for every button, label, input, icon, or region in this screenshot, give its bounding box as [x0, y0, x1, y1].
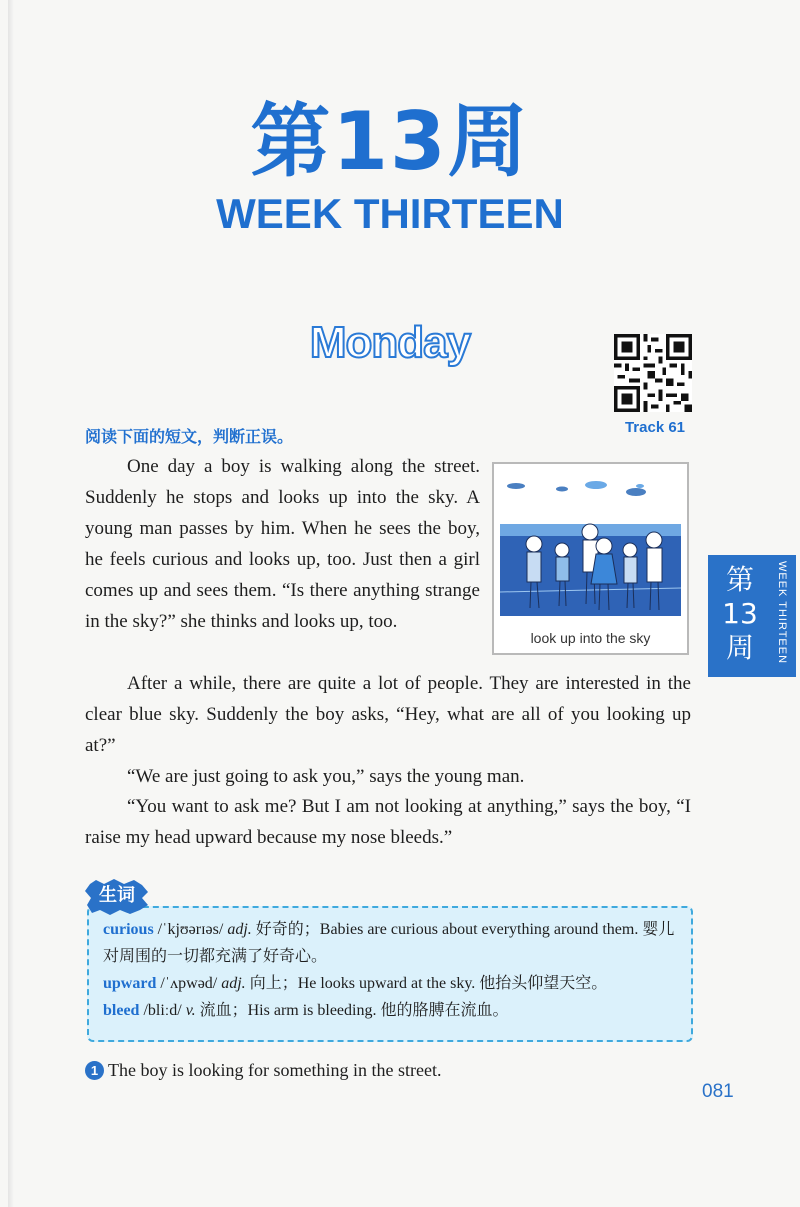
- vocab-definition: 向上；He looks upward at the sky. 他抬头仰望天空。: [249, 975, 608, 992]
- passage-paragraph-3: “We are just going to ask you,” says the young man.: [127, 766, 525, 787]
- side-tab-english: WEEK THIRTEEN: [776, 561, 788, 665]
- vocab-phonetic: /bliːd/: [143, 1002, 182, 1019]
- vocab-word: bleed: [103, 1002, 140, 1019]
- question-text: The boy is looking for something in the street.: [108, 1060, 442, 1080]
- vocab-entry-bleed: [103, 997, 677, 1024]
- vocab-definition: 流血；His arm is bleeding. 他的胳膊在流血。: [199, 1002, 509, 1019]
- story-illustration: [492, 462, 689, 655]
- vocabulary-badge-label: 生词: [99, 885, 135, 906]
- vocab-entry-curious: [103, 916, 677, 970]
- passage-paragraph-4: “You want to ask me? But I am not looking at anything,” says the boy, “I raise my head upward because my nose bleeds.”: [85, 796, 691, 848]
- people-looking-up-illustration: [494, 464, 687, 624]
- question-number: 1: [85, 1061, 104, 1080]
- day-title: Monday: [309, 318, 471, 367]
- question-1: [85, 1058, 441, 1082]
- vocab-part-of-speech: adj.: [221, 975, 246, 992]
- page-number: 081: [702, 1081, 734, 1102]
- vocab-phonetic: /ˈʌpwəd/: [160, 975, 218, 992]
- vocab-part-of-speech: adj.: [227, 921, 252, 938]
- qr-code-icon[interactable]: [614, 334, 692, 412]
- audio-track-label[interactable]: Track 61: [624, 419, 686, 436]
- vocabulary-box: [87, 906, 693, 1042]
- vocab-part-of-speech: v.: [185, 1002, 196, 1019]
- vocab-word: upward: [103, 975, 157, 992]
- passage-paragraph-2: After a while, there are quite a lot of people. They are interested in the clear blue sky. Suddenly the boy asks, “Hey, what are all of you looking up at?”: [85, 673, 691, 756]
- vocab-entry-upward: [103, 970, 677, 997]
- side-tab-chinese: 第13周: [722, 563, 758, 664]
- illustration-caption: look up into the sky: [530, 630, 651, 646]
- passage-paragraph-1: One day a boy is walking along the street. Suddenly he stops and looks up into the sky. A young man passes by him. When he sees the boy, he feels curious and looks up, too. Just then a girl comes up and sees them. “Is there anything strange in the sky?” she thinks and looks up, too.: [85, 456, 480, 632]
- exercise-instruction: 阅读下面的短文，判断正误。: [85, 427, 294, 446]
- week-title-chinese: 第13周: [250, 95, 530, 188]
- vocab-word: curious: [103, 921, 154, 938]
- vocab-phonetic: /ˈkjʊərɪəs/: [157, 921, 224, 938]
- vocab-definition: 好奇的；Babies are curious about everything around them. 婴儿对周围的一切都充满了好奇心。: [103, 921, 675, 965]
- week-side-tab[interactable]: [708, 555, 796, 677]
- week-title-english: WEEK THIRTEEN: [216, 190, 564, 237]
